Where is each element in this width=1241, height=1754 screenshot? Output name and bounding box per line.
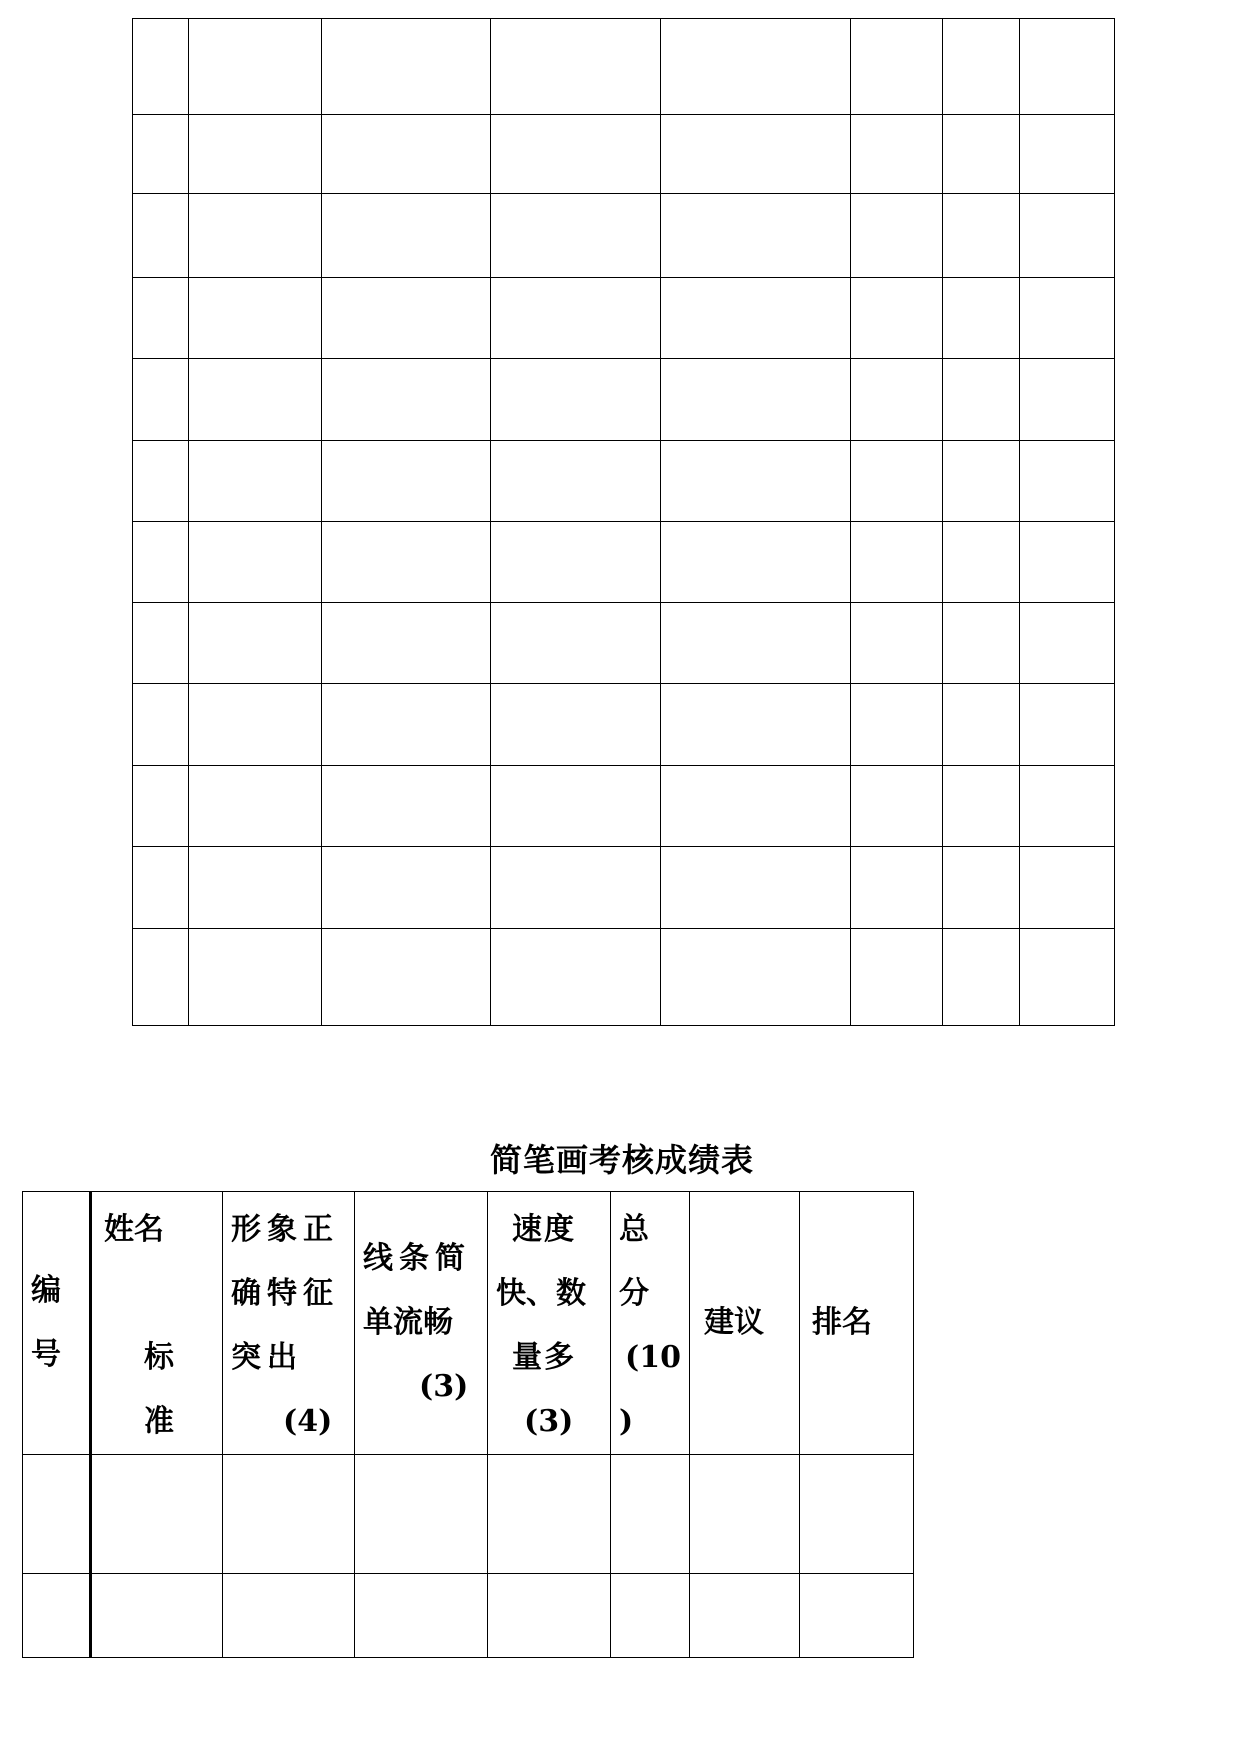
grid-row <box>133 684 1115 766</box>
grid-row <box>133 522 1115 603</box>
header-image-line-3: 突出 <box>231 1340 303 1375</box>
header-standard-line-1: 标 <box>144 1340 174 1375</box>
grid-cell[interactable] <box>322 603 491 684</box>
grid-cell[interactable] <box>943 194 1020 278</box>
grid-cell[interactable] <box>851 847 943 929</box>
grid-cell[interactable] <box>1020 929 1115 1026</box>
header-id-line-1: 编 <box>31 1273 61 1308</box>
grid-cell[interactable] <box>851 19 943 115</box>
grid-cell[interactable] <box>133 766 189 847</box>
table-cell[interactable] <box>91 1574 223 1658</box>
header-image-score: (4) <box>283 1404 333 1439</box>
grid-cell[interactable] <box>322 522 491 603</box>
grid-cell[interactable] <box>1020 603 1115 684</box>
grid-cell[interactable] <box>943 522 1020 603</box>
grid-cell[interactable] <box>943 359 1020 441</box>
grid-cell[interactable] <box>1020 19 1115 115</box>
header-lines <box>355 1192 488 1455</box>
grid-cell[interactable] <box>491 766 661 847</box>
grid-cell[interactable] <box>661 441 851 522</box>
grid-cell[interactable] <box>322 847 491 929</box>
grid-cell[interactable] <box>189 929 322 1026</box>
grid-cell[interactable] <box>322 115 491 194</box>
grid-cell[interactable] <box>491 929 661 1026</box>
grid-cell[interactable] <box>133 847 189 929</box>
header-total-line-1: 总 <box>619 1212 649 1247</box>
grid-cell[interactable] <box>322 194 491 278</box>
table-cell[interactable] <box>611 1455 690 1574</box>
grid-cell[interactable] <box>133 19 189 115</box>
table-cell[interactable] <box>690 1455 800 1574</box>
grid-cell[interactable] <box>943 115 1020 194</box>
grid-cell[interactable] <box>322 278 491 359</box>
header-name-standard <box>91 1192 223 1455</box>
grid-cell[interactable] <box>189 441 322 522</box>
grid-cell[interactable] <box>189 684 322 766</box>
grid-cell[interactable] <box>189 194 322 278</box>
grid-cell[interactable] <box>661 522 851 603</box>
table-cell[interactable] <box>355 1574 488 1658</box>
grid-cell[interactable] <box>851 929 943 1026</box>
header-standard-line-2: 准 <box>144 1404 174 1439</box>
grid-cell[interactable] <box>322 19 491 115</box>
table-cell[interactable] <box>355 1455 488 1574</box>
header-speed <box>488 1192 611 1455</box>
grid-row <box>133 19 1115 115</box>
grid-cell[interactable] <box>491 278 661 359</box>
header-id <box>23 1192 91 1455</box>
grid-cell[interactable] <box>322 441 491 522</box>
header-row <box>23 1192 914 1455</box>
grid-cell[interactable] <box>1020 441 1115 522</box>
table-cell[interactable] <box>800 1455 914 1574</box>
header-total <box>611 1192 690 1455</box>
grid-cell[interactable] <box>851 278 943 359</box>
table-cell[interactable] <box>23 1455 91 1574</box>
grid-cell[interactable] <box>491 522 661 603</box>
header-id-line-2: 号 <box>31 1337 61 1372</box>
grid-cell[interactable] <box>661 929 851 1026</box>
grid-cell[interactable] <box>661 194 851 278</box>
grid-cell[interactable] <box>189 115 322 194</box>
grid-cell[interactable] <box>661 766 851 847</box>
grid-cell[interactable] <box>851 194 943 278</box>
grid-cell[interactable] <box>851 441 943 522</box>
grid-cell[interactable] <box>1020 278 1115 359</box>
header-lines-score: (3) <box>419 1369 469 1404</box>
header-total-line-4: ) <box>619 1404 634 1439</box>
grid-cell[interactable] <box>133 684 189 766</box>
grid-row <box>133 847 1115 929</box>
grid-cell[interactable] <box>1020 115 1115 194</box>
grid-cell[interactable] <box>1020 522 1115 603</box>
grid-cell[interactable] <box>661 278 851 359</box>
grid-cell[interactable] <box>1020 684 1115 766</box>
table-title: 简笔画考核成绩表 <box>490 1141 755 1179</box>
grid-cell[interactable] <box>1020 359 1115 441</box>
grid-cell[interactable] <box>851 766 943 847</box>
table-cell[interactable] <box>488 1455 611 1574</box>
grid-cell[interactable] <box>661 359 851 441</box>
grid-cell[interactable] <box>491 359 661 441</box>
grid-cell[interactable] <box>943 684 1020 766</box>
grid-cell[interactable] <box>189 522 322 603</box>
grid-cell[interactable] <box>661 19 851 115</box>
header-image-line-2: 确特征 <box>231 1276 339 1311</box>
header-total-line-2: 分 <box>619 1276 649 1311</box>
header-rank <box>800 1192 914 1455</box>
grid-row <box>133 603 1115 684</box>
grid-cell[interactable] <box>491 684 661 766</box>
grid-row <box>133 278 1115 359</box>
grid-cell[interactable] <box>943 929 1020 1026</box>
header-lines-line-1: 线条简 <box>363 1241 471 1276</box>
grid-cell[interactable] <box>943 603 1020 684</box>
table-row <box>23 1574 914 1658</box>
grid-cell[interactable] <box>1020 766 1115 847</box>
grid-cell[interactable] <box>1020 194 1115 278</box>
grid-cell[interactable] <box>661 684 851 766</box>
grid-cell[interactable] <box>661 115 851 194</box>
grid-cell[interactable] <box>133 441 189 522</box>
grid-cell[interactable] <box>322 359 491 441</box>
grid-cell[interactable] <box>491 603 661 684</box>
header-total-line-3: (10 <box>625 1340 681 1375</box>
grid-cell[interactable] <box>189 766 322 847</box>
grid-cell[interactable] <box>1020 847 1115 929</box>
table-cell[interactable] <box>488 1574 611 1658</box>
grid-cell[interactable] <box>851 115 943 194</box>
header-speed-line-3: 量多 <box>512 1340 576 1375</box>
header-image-line-1: 形象正 <box>231 1212 339 1247</box>
grid-cell[interactable] <box>851 359 943 441</box>
header-image <box>223 1192 355 1455</box>
table-cell[interactable] <box>690 1574 800 1658</box>
grid-cell[interactable] <box>133 359 189 441</box>
grid-cell[interactable] <box>851 522 943 603</box>
table-cell[interactable] <box>23 1574 91 1658</box>
grid-cell[interactable] <box>851 603 943 684</box>
grid-cell[interactable] <box>943 19 1020 115</box>
grid-cell[interactable] <box>491 847 661 929</box>
table-cell[interactable] <box>223 1455 355 1574</box>
grid-cell[interactable] <box>189 19 322 115</box>
grid-row <box>133 441 1115 522</box>
table-cell[interactable] <box>91 1455 223 1574</box>
grid-cell[interactable] <box>133 194 189 278</box>
grid-row <box>133 359 1115 441</box>
grid-cell[interactable] <box>133 278 189 359</box>
top-empty-grid <box>132 18 1115 1026</box>
header-rank-label: 排名 <box>812 1305 872 1340</box>
header-speed-line-2: 快、数 <box>496 1276 586 1311</box>
grid-cell[interactable] <box>133 522 189 603</box>
grid-cell[interactable] <box>491 19 661 115</box>
grid-cell[interactable] <box>133 115 189 194</box>
grid-row <box>133 766 1115 847</box>
grid-cell[interactable] <box>491 115 661 194</box>
header-speed-score: (3) <box>524 1404 574 1439</box>
grid-cell[interactable] <box>943 847 1020 929</box>
table-cell[interactable] <box>800 1574 914 1658</box>
table-cell[interactable] <box>223 1574 355 1658</box>
score-table <box>22 1191 914 1658</box>
grid-cell[interactable] <box>322 929 491 1026</box>
header-lines-line-2: 单流畅 <box>363 1305 453 1340</box>
grid-cell[interactable] <box>661 603 851 684</box>
header-advice-label: 建议 <box>704 1305 764 1340</box>
grid-cell[interactable] <box>943 278 1020 359</box>
grid-cell[interactable] <box>133 929 189 1026</box>
grid-cell[interactable] <box>943 766 1020 847</box>
grid-cell[interactable] <box>851 684 943 766</box>
grid-cell[interactable] <box>189 359 322 441</box>
grid-cell[interactable] <box>189 278 322 359</box>
grid-row <box>133 929 1115 1026</box>
grid-cell[interactable] <box>189 603 322 684</box>
grid-row <box>133 115 1115 194</box>
table-cell[interactable] <box>611 1574 690 1658</box>
header-name-line: 姓名 <box>104 1212 164 1247</box>
grid-cell[interactable] <box>189 847 322 929</box>
header-advice <box>690 1192 800 1455</box>
grid-cell[interactable] <box>491 194 661 278</box>
grid-row <box>133 194 1115 278</box>
header-speed-line-1: 速度 <box>512 1212 576 1247</box>
grid-cell[interactable] <box>133 603 189 684</box>
grid-cell[interactable] <box>661 847 851 929</box>
grid-cell[interactable] <box>322 684 491 766</box>
grid-cell[interactable] <box>943 441 1020 522</box>
grid-cell[interactable] <box>322 766 491 847</box>
grid-cell[interactable] <box>491 441 661 522</box>
table-row <box>23 1455 914 1574</box>
